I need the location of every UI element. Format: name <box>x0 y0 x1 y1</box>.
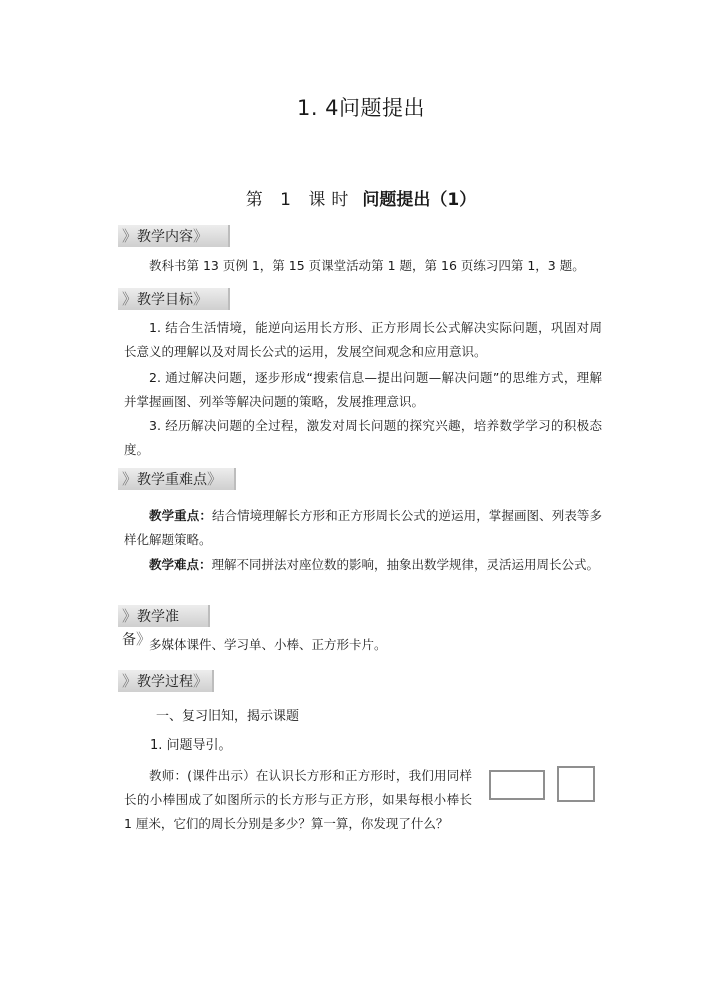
prep-text: 多媒体课件、学习单、小棒、正方形卡片。 <box>149 637 387 652</box>
chevron-right-icon: 》 <box>122 607 138 625</box>
chevron-right-icon: 》 <box>207 470 223 488</box>
chevron-right-icon: 》 <box>193 290 209 308</box>
section-header-prep <box>118 605 210 648</box>
chevron-right-icon: 》 <box>122 470 138 488</box>
section-header-process <box>118 670 214 692</box>
goal-item-2: 2. 通过解决问题，逐步形成“搜索信息—提出问题—解决问题”的思维方式，理解并掌握画图、列举等解决问题的策略，发展推理意识。 <box>124 370 602 409</box>
difficulty-paragraph <box>124 553 602 577</box>
difficulty-text: 理解不同拼法对座位数的影响，抽象出数学规律，灵活运用周长公式。 <box>211 557 600 572</box>
chevron-right-icon: 》 <box>122 227 138 245</box>
chevron-right-icon: 》 <box>136 630 152 648</box>
rectangle-figure <box>489 770 545 800</box>
chevron-right-icon: 》 <box>122 672 138 690</box>
focus-text: 结合情境理解长方形和正方形周长公式的逆运用，掌握画图、列表等多样化解题策略。 <box>124 508 602 547</box>
section-header-content <box>118 225 230 247</box>
chevron-right-icon: 》 <box>122 290 138 308</box>
section-label: 教学重难点 <box>137 472 208 488</box>
difficulty-label: 教学难点： <box>149 557 212 572</box>
page-title: 1. 4问题提出 <box>296 96 426 120</box>
teacher-text: 教师：(课件出示）在认识长方形和正方形时，我们用同样长的小棒围成了如图所示的长方形与正方形，如果每根小棒长 1 厘米，它们的周长分别是多少？算一算，你发现了什么？ <box>124 768 472 831</box>
section-label: 教学过程 <box>137 674 194 690</box>
section-label: 教学内容 <box>137 229 194 245</box>
lesson-name: 问题提出（1） <box>362 190 477 210</box>
chevron-right-icon: 》 <box>193 672 209 690</box>
lesson-number: 第 1 课时 <box>245 190 355 210</box>
goal-item-3: 3. 经历解决问题的全过程，激发对周长问题的探究兴趣，培养数学学习的积极态度。 <box>124 418 602 457</box>
section-label: 教学准备 <box>122 609 180 648</box>
chevron-right-icon: 》 <box>193 227 209 245</box>
process-step-1-1: 1. 问题导引。 <box>150 738 232 753</box>
lesson-subtitle <box>0 185 722 210</box>
content-text: 教科书第 13 页例 1，第 15 页课堂活动第 1 题，第 16 页练习四第 1，3 题。 <box>149 258 585 273</box>
focus-label: 教学重点： <box>149 508 212 523</box>
square-figure <box>557 766 595 802</box>
process-step-1: 一、复习旧知，揭示课题 <box>156 709 300 724</box>
section-label: 教学目标 <box>137 292 194 308</box>
section-header-goals <box>118 288 230 310</box>
goal-item-1: 1. 结合生活情境，能逆向运用长方形、正方形周长公式解决实际问题，巩固对周长意义的理解以及对周长公式的运用，发展空间观念和应用意识。 <box>124 320 602 359</box>
section-header-keypoints <box>118 468 236 490</box>
focus-paragraph <box>124 504 602 552</box>
